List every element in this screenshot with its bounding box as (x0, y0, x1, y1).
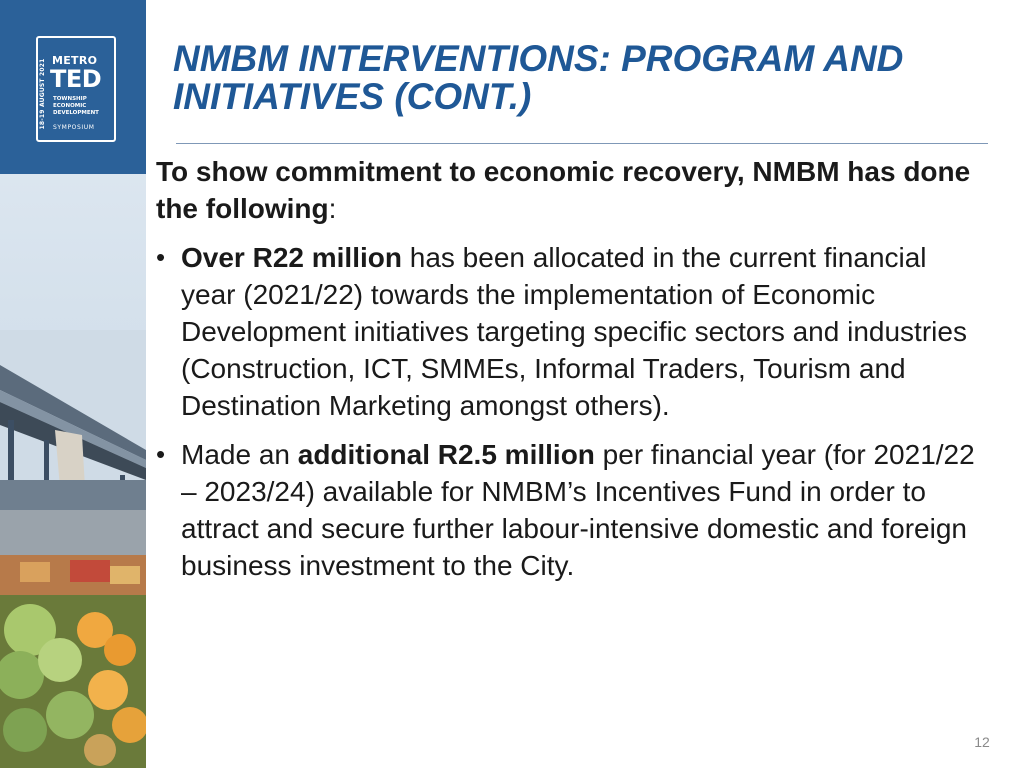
logo-metro-text: METRO (52, 54, 98, 67)
bullet-list (156, 239, 986, 584)
logo-ted-text: TED (50, 65, 102, 93)
intro-text: To show commitment to economic recovery, NMBM has done the following (156, 156, 971, 224)
market-stall-image (0, 330, 146, 768)
left-sidebar (0, 0, 146, 768)
bullet-text: per financial year (for 2021/22 – 2023/24) available for NMBM’s Incentives Fund in order to attract and secure further labour-intensive domestic and foreign business investment to the City. (181, 439, 975, 581)
bullet-prefix: Made an (181, 439, 298, 470)
bullet-text: has been allocated in the current financial year (2021/22) towards the implementation of Economic Development initiatives targeting specific sectors and industries (Construction, ICT, SMMEs, Informal Traders, Tourism and Destination Marketing amongst others). (181, 242, 967, 421)
page-number: 12 (974, 734, 990, 750)
bullet-dot-icon: • (156, 439, 166, 469)
metro-ted-logo (36, 36, 116, 142)
bullet-item (156, 436, 986, 584)
intro-paragraph (156, 153, 986, 227)
logo-line-economic: ECONOMIC (53, 103, 87, 109)
bullet-bold-text: Over R22 million (181, 242, 402, 273)
bullet-dot-icon: • (156, 242, 166, 272)
slide-body (156, 153, 986, 596)
bullet-item (156, 239, 986, 424)
title-divider (176, 143, 988, 144)
logo-line-township: TOWNSHIP (53, 96, 87, 102)
bullet-bold-text: additional R2.5 million (297, 439, 595, 470)
logo-line-development: DEVELOPMENT (53, 110, 99, 116)
intro-colon: : (328, 193, 337, 224)
logo-subtitle (53, 96, 99, 117)
logo-date: 18-19 AUGUST 2021 (39, 58, 46, 130)
slide-title: NMBM INTERVENTIONS: PROGRAM AND INITIATIVES (CONT.) (173, 38, 904, 117)
logo-panel (0, 0, 146, 174)
logo-symposium-text: SYMPOSIUM (53, 124, 95, 131)
